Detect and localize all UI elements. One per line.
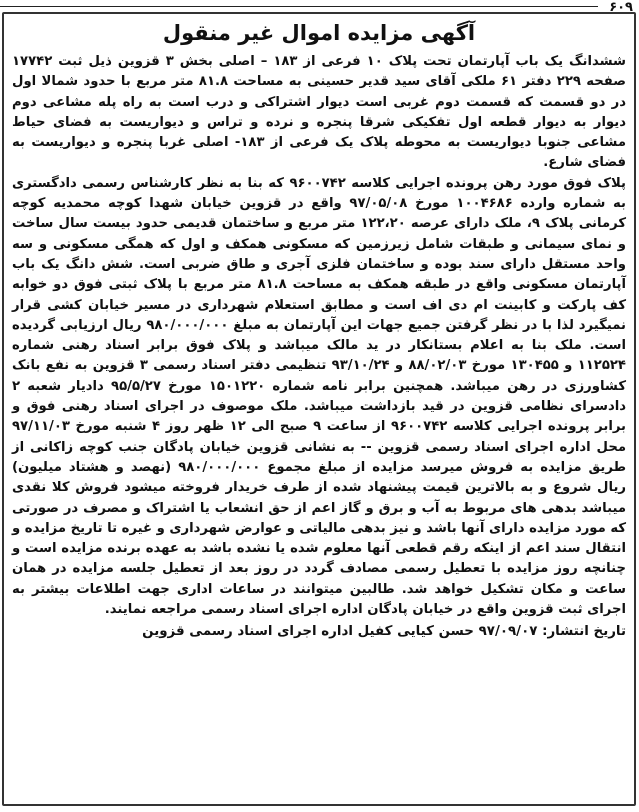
notice-title: آگهی مزایده اموال غیر منقول: [162, 21, 476, 45]
page-number: ۶۰۹: [609, 0, 633, 15]
notice-box: [2, 12, 636, 806]
notice-paragraph-auction: پلاک فوق مورد رهن پرونده اجرایی کلاسه ۹۶۰۰۷۴۲ که بنا به نظر کارشناس رسمی دادگستری به شماره وارده ۱۰۰۴۶۸۶ مورخ ۹۷/۰۵/۰۸ واقع در قزوین خیابان شهدا کوچه محمدیه کوچه کرمانی پلاک ۹، ملک دارای عرصه ۱۲۲،۲۰ متر مربع و ساختمان قدیمی حدود بیست سال ساخت و نمای سیمانی و طبقات شامل زیرزمین که مسکونی همکف و اول که همگی مسکونی و سه واحد مستقل دارای سند بوده و ساختمان فلزی آجری و طاق ضربی است. شش دانگ یک باب آپارتمان مسکونی واقع در طبقه همکف به مساحت ۸۱.۸ متر مربع با پلاک ثبتی فوق دو خوابه کف پارکت و کابینت ام دی اف است و مطابق استعلام شهرداری در مسیر خیابان کشی قرار نمیگیرد لذا با در نظر گرفتن جمیع جهات این آپارتمان به مبلغ ۹۸۰/۰۰۰/۰۰۰ ریال ارزیابی گردیده است. ملک بنا به اعلام بستانکار در ید مالک میباشد و پلاک فوق برابر اسناد رهنی شماره ۱۱۲۵۲۴ و ۱۳۰۴۵۵ مورخ ۸۸/۰۲/۰۳ و ۹۳/۱۰/۲۴ تنظیمی دفتر اسناد رسمی ۳ قزوین به نفع بانک کشاورزی در رهن میباشد. همچنین برابر نامه شماره ۱۵۰۱۲۲۰ مورخ ۹۵/۵/۲۷ دادیار شعبه ۲ دادسرای نظامی قزوین در قید بازداشت میباشد. ملک موصوف در اجرای اسناد رهنی فوق و برابر پرونده اجرایی کلاسه ۹۶۰۰۷۴۲ از ساعت ۹ صبح الی ۱۲ ظهر روز ۴ شنبه مورخ ۹۷/۱۱/۰۳ محل اداره اجرای اسناد رسمی قزوین -- به نشانی قزوین خیابان پادگان جنب کوچه زاکانی از طریق مزایده به فروش میرسد مزایده از مبلغ مجموع ۹۸۰/۰۰۰/۰۰۰ (نهصد و هشتاد میلیون) ریال شروع و به بالاترین قیمت پیشنهاد شده از طرف خریدار فروخته میشود فروش کلا نقدی میباشد بدهی های مربوط به آب و برق و گاز اعم از حق انشعاب یا اشتراک و مصرف در صورتی که مورد مزایده دارای آنها باشد و نیز بدهی مالیاتی و عوارض شهرداری و غیره تا تاریخ مزایده و انتقال سند اعم از اینکه رقم قطعی آنها معلوم شده یا نشده باشد به عهده برنده مزایده است و چنانچه روز مزایده با تعطیل رسمی مصادف گردد در روز بعد از تعطیل جلسه مزایده در همان ساعت و مکان تشکیل خواهد شد. طالبین میتوانند در ساعات اداری جهت اطلاعات بیشتر به اجرای ثبت قزوین واقع در خیابان پادگان اداره اجرای اسناد رسمی مراجعه نمایند.: [12, 175, 627, 618]
notice-footer: تاریخ انتشار: ۹۷/۰۹/۰۷ حسن کیایی کفیل اداره اجرای اسناد رسمی قزوین: [142, 624, 626, 640]
top-divider: [0, 6, 598, 7]
notice-paragraph-property: ششدانگ یک باب آپارتمان تحت پلاک ۱۰ فرعی از ۱۸۳ – اصلی بخش ۳ قزوین ذیل ثبت ۱۷۷۴۲ صفحه ۲۲۹ دفتر ۶۱ ملکی آقای سید قدیر حسینی به مساحت ۸۱.۸ متر مربع با حدود شمالا اول در دو قسمت که قسمت دوم غربی است دیوار اشتراکی و درب است به راه پله مشاعی دوم دیوار به دیوار قطعه اول تفکیکی شرقا پنجره و نرده و تراس و دیواریست به فضای حیاط مشاعی جنوبا دیواریست به محوطه پلاک یک فرعی از ۱۸۳- اصلی غربا پنجره و دیواریست به فضای شارع.: [12, 54, 627, 171]
